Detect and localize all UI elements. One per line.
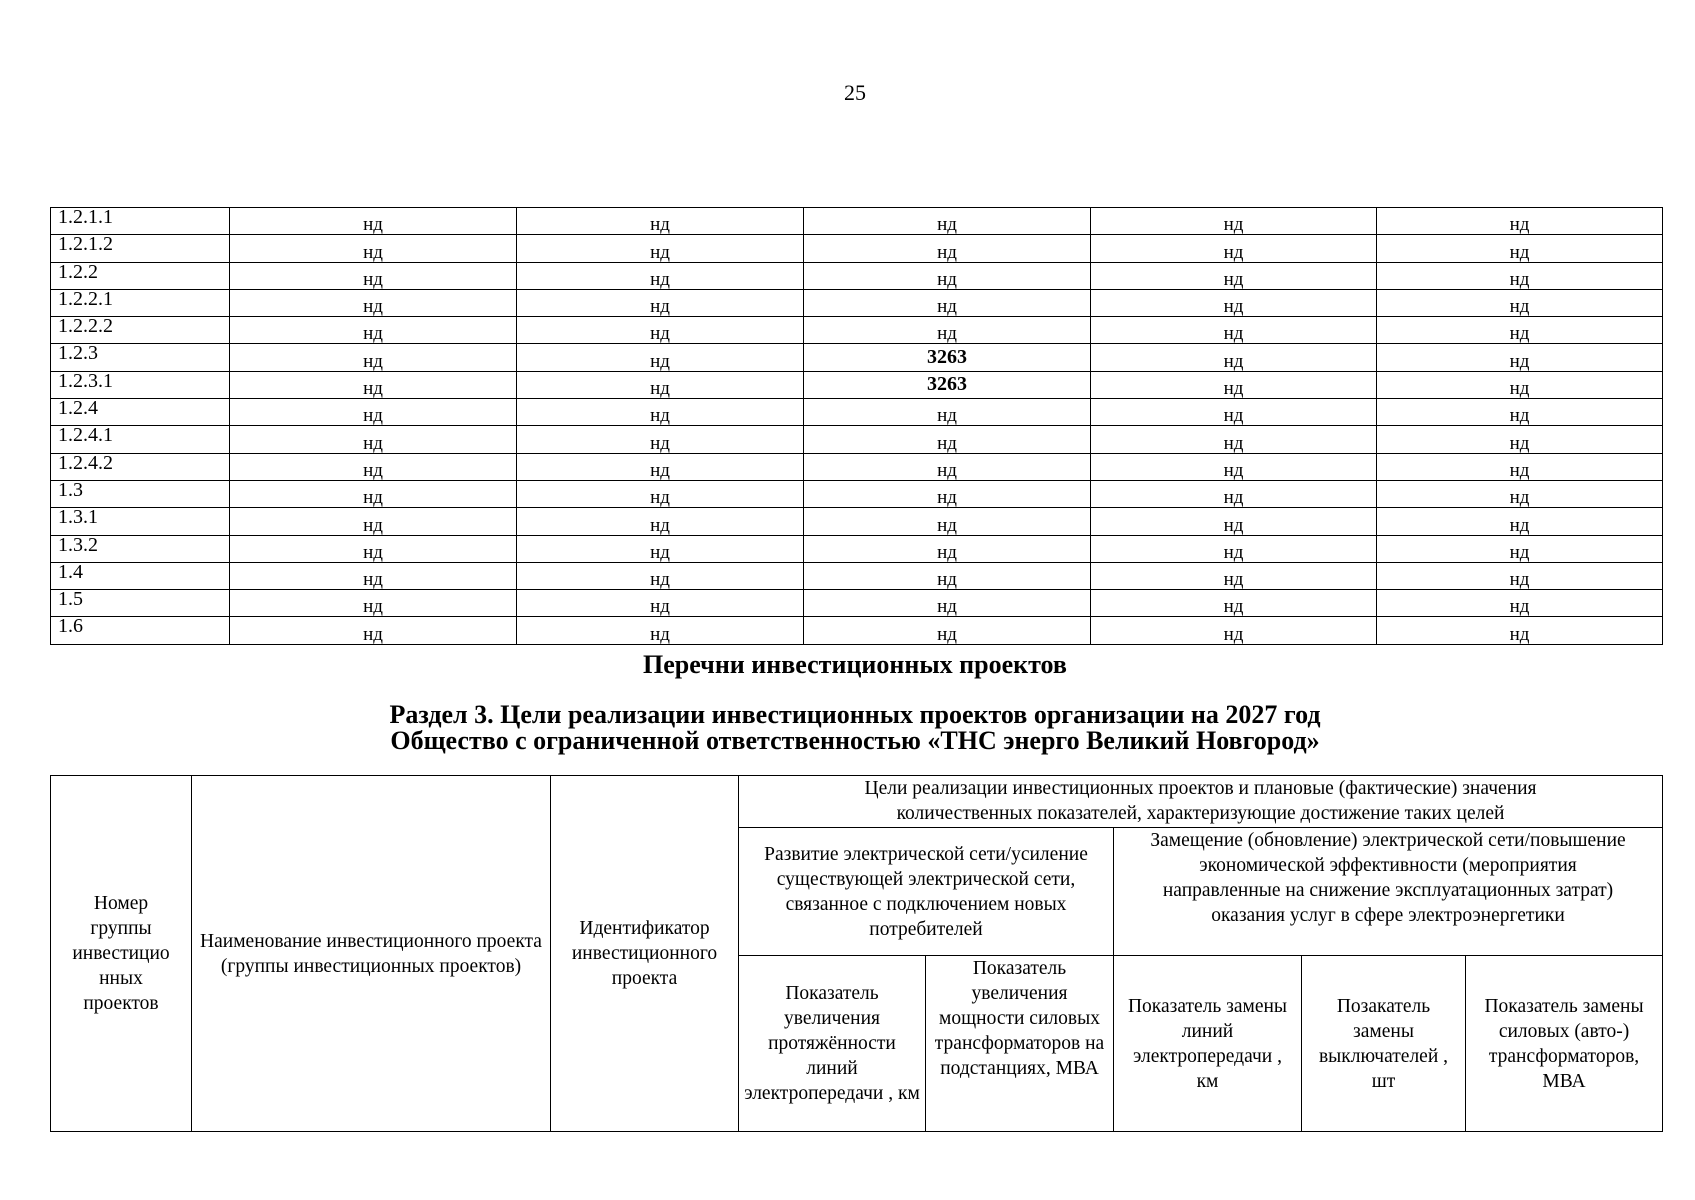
value-cell: нд <box>1091 426 1377 453</box>
value-cell: нд <box>1091 235 1377 262</box>
row-number-cell: 1.3.1 <box>51 508 230 535</box>
table-row <box>51 317 1663 344</box>
value-cell: нд <box>517 317 804 344</box>
table-row <box>51 208 1663 235</box>
table-row <box>51 535 1663 562</box>
value-cell: нд <box>1377 590 1663 617</box>
value-cell: нд <box>1091 508 1377 535</box>
table-row <box>51 508 1663 535</box>
value-cell: нд <box>517 344 804 371</box>
value-cell: нд <box>804 508 1091 535</box>
value-cell: нд <box>804 590 1091 617</box>
value-cell: нд <box>1091 289 1377 316</box>
value-cell: нд <box>1091 617 1377 644</box>
value-cell: нд <box>804 453 1091 480</box>
value-cell: нд <box>1377 317 1663 344</box>
value-cell: нд <box>517 289 804 316</box>
page-number: 25 <box>844 80 866 105</box>
section-title: Раздел 3. Цели реализации инвестиционных проектов организации на 2027 год <box>389 700 1321 729</box>
row-number-cell: 1.3 <box>51 480 230 507</box>
row-number-cell: 1.2.2.1 <box>51 289 230 316</box>
row-number-cell: 1.5 <box>51 590 230 617</box>
row-number-cell: 1.6 <box>51 617 230 644</box>
value-cell: нд <box>1377 508 1663 535</box>
group-number-header: Номер группы инвестицио нных проектов <box>51 776 192 1132</box>
value-cell: нд <box>1377 344 1663 371</box>
line-replacement-indicator-header: Показатель замены линий электропередачи , км <box>1114 956 1302 1132</box>
replacement-header: Замещение (обновление) электрической сети/повышение экономической эффективности (мероприятия направленные на снижение эксплуатационных затрат) оказания услуг в сфере электроэнергетики <box>1114 828 1663 956</box>
table-row <box>51 590 1663 617</box>
value-cell: нд <box>804 617 1091 644</box>
value-cell: нд <box>230 262 517 289</box>
organization-name: Общество с ограниченной ответственностью «ТНС энерго Великий Новгород» <box>390 726 1320 755</box>
value-cell: нд <box>1377 562 1663 589</box>
value-cell: нд <box>804 317 1091 344</box>
value-cell: нд <box>804 399 1091 426</box>
value-cell: нд <box>1091 344 1377 371</box>
value-cell: нд <box>804 235 1091 262</box>
value-cell: нд <box>230 453 517 480</box>
value-cell: нд <box>517 208 804 235</box>
value-cell: нд <box>804 480 1091 507</box>
value-cell: нд <box>517 453 804 480</box>
value-cell: нд <box>517 590 804 617</box>
value-cell: нд <box>517 562 804 589</box>
table-row <box>51 289 1663 316</box>
identifier-header: Идентификатор инвестиционного проекта <box>551 776 739 1132</box>
value-cell: нд <box>517 480 804 507</box>
value-cell: нд <box>804 426 1091 453</box>
table-row <box>51 371 1663 398</box>
value-cell: нд <box>230 508 517 535</box>
value-cell: нд <box>1091 371 1377 398</box>
value-cell: нд <box>1377 453 1663 480</box>
value-cell: нд <box>1091 562 1377 589</box>
value-cell: нд <box>804 262 1091 289</box>
value-cell: нд <box>230 480 517 507</box>
value-cell: нд <box>804 562 1091 589</box>
goals-header: Цели реализации инвестиционных проектов и плановые (фактические) значения количественных показателей, характеризующие достижение таких целей <box>739 776 1663 828</box>
value-cell: нд <box>230 317 517 344</box>
value-cell: нд <box>804 289 1091 316</box>
value-cell: нд <box>1377 371 1663 398</box>
row-number-cell: 1.2.2.2 <box>51 317 230 344</box>
table-row <box>51 617 1663 644</box>
table-row <box>51 426 1663 453</box>
value-cell: нд <box>230 344 517 371</box>
project-name-header: Наименование инвестиционного проекта (группы инвестиционных проектов) <box>192 776 551 1132</box>
value-cell: нд <box>517 262 804 289</box>
row-number-cell: 1.2.3 <box>51 344 230 371</box>
value-cell: нд <box>1377 235 1663 262</box>
value-cell: нд <box>517 535 804 562</box>
value-cell: нд <box>804 535 1091 562</box>
value-cell: нд <box>1091 590 1377 617</box>
value-cell: нд <box>230 426 517 453</box>
value-cell: нд <box>1377 262 1663 289</box>
value-cell: нд <box>1377 617 1663 644</box>
value-cell: нд <box>1377 289 1663 316</box>
value-cell: нд <box>517 371 804 398</box>
row-number-cell: 1.3.2 <box>51 535 230 562</box>
table-row <box>51 399 1663 426</box>
value-cell: нд <box>230 235 517 262</box>
table-row <box>51 344 1663 371</box>
value-cell: нд <box>230 399 517 426</box>
table-row <box>51 562 1663 589</box>
value-cell: нд <box>1091 480 1377 507</box>
switch-replacement-indicator-header: Позакатель замены выключателей , шт <box>1302 956 1466 1132</box>
list-title: Перечни инвестиционных проектов <box>643 650 1067 679</box>
value-cell: нд <box>517 617 804 644</box>
value-cell: нд <box>1377 480 1663 507</box>
row-number-cell: 1.2.4 <box>51 399 230 426</box>
value-cell: нд <box>517 508 804 535</box>
development-header: Развитие электрической сети/усиление существующей электрической сети, связанное с подключением новых потребителей <box>739 828 1114 956</box>
table-row <box>51 453 1663 480</box>
value-cell: нд <box>1377 208 1663 235</box>
table-row <box>51 262 1663 289</box>
investment-goals-header-table <box>50 775 1663 1132</box>
table-row <box>51 480 1663 507</box>
line-length-indicator-header: Показатель увеличения протяжённости линий электропередачи , км <box>739 956 926 1132</box>
value-cell: нд <box>1377 535 1663 562</box>
row-number-cell: 1.2.4.2 <box>51 453 230 480</box>
value-cell: нд <box>804 208 1091 235</box>
value-cell: 3263 <box>804 344 1091 371</box>
value-cell: нд <box>1091 262 1377 289</box>
table-row <box>51 235 1663 262</box>
row-number-cell: 1.2.3.1 <box>51 371 230 398</box>
value-cell: нд <box>517 399 804 426</box>
value-cell: нд <box>230 590 517 617</box>
value-cell: нд <box>517 235 804 262</box>
value-cell: нд <box>1377 399 1663 426</box>
value-cell: 3263 <box>804 371 1091 398</box>
value-cell: нд <box>1091 208 1377 235</box>
row-number-cell: 1.4 <box>51 562 230 589</box>
value-cell: нд <box>1377 426 1663 453</box>
value-cell: нд <box>1091 535 1377 562</box>
indicator-values-table <box>50 207 1663 645</box>
value-cell: нд <box>1091 453 1377 480</box>
transformer-capacity-indicator-header: Показатель увеличения мощности силовых трансформаторов на подстанциях, МВА <box>926 956 1114 1132</box>
value-cell: нд <box>230 371 517 398</box>
value-cell: нд <box>230 208 517 235</box>
row-number-cell: 1.2.1.2 <box>51 235 230 262</box>
value-cell: нд <box>230 289 517 316</box>
value-cell: нд <box>230 617 517 644</box>
row-number-cell: 1.2.4.1 <box>51 426 230 453</box>
autotransformer-replacement-indicator-header: Показатель замены силовых (авто-) трансформаторов, МВА <box>1466 956 1663 1132</box>
value-cell: нд <box>230 535 517 562</box>
value-cell: нд <box>1091 317 1377 344</box>
row-number-cell: 1.2.2 <box>51 262 230 289</box>
value-cell: нд <box>517 426 804 453</box>
value-cell: нд <box>1091 399 1377 426</box>
value-cell: нд <box>230 562 517 589</box>
row-number-cell: 1.2.1.1 <box>51 208 230 235</box>
